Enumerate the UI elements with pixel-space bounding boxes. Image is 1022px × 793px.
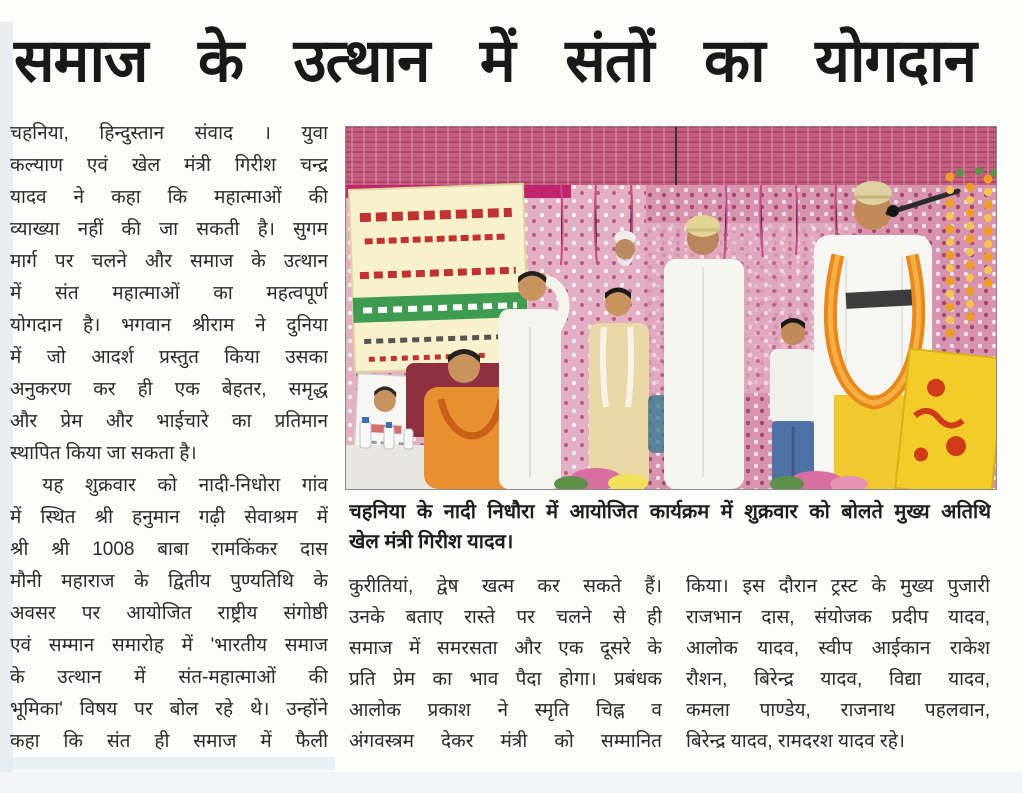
text-line: प्रति प्रेम का भाव पैदा होगा। प्रबंधक	[349, 669, 662, 690]
text-line: के उत्थान में संत-महात्माओं की	[10, 667, 328, 688]
text-line: खेल मंत्री गिरीश यादव।	[349, 531, 514, 553]
text-line: कल्याण एवं खेल मंत्री गिरीश चन्द्र	[10, 155, 328, 176]
text-line: योगदान है। भगवान श्रीराम ने दुनिया	[10, 315, 328, 336]
text-line: किया। इस दौरान ट्रस्ट के मुख्य पुजारी	[686, 576, 990, 597]
article-column-1	[10, 118, 328, 758]
text-line: समाज में समरसता और एक दूसरे के	[349, 638, 662, 659]
text-line: में संत महात्माओं का महत्वपूर्ण	[10, 283, 328, 304]
text-line: चहनिया के नादी निधौरा में आयोजित कार्यक्रम में शुक्रवार को बोलते मुख्य अतिथि	[349, 501, 991, 523]
text-line: भूमिका' विषय पर बोल रहे थे। उन्होंने	[10, 699, 328, 720]
text-line: में स्थित श्री हनुमान गढ़ी सेवाश्रम में	[10, 507, 328, 528]
text-line: कुरीतियां, द्वेष खत्म कर सकते हैं।	[349, 576, 662, 597]
photo-caption	[349, 497, 991, 557]
text-line: आलोक प्रकाश ने स्मृति चिह्न व	[349, 700, 662, 721]
scan-smudge	[0, 757, 335, 770]
text-line: कमला पाण्डेय, राजनाथ पहलवान,	[686, 700, 990, 721]
text-line: श्री श्री 1008 बाबा रामकिंकर दास	[10, 539, 328, 560]
text-line: और प्रेम और भाईचारे का प्रतिमान	[10, 411, 328, 432]
text-line: में जो आदर्श प्रस्तुत किया उसका	[10, 347, 328, 368]
text-line: अनुकरण कर ही एक बेहतर, समृद्ध	[10, 379, 328, 400]
text-line: एवं सम्मान समारोह में 'भारतीय समाज	[10, 635, 328, 656]
text-line: यादव ने कहा कि महात्माओं की	[10, 187, 328, 208]
text-line: चहनिया, हिन्दुस्तान संवाद । युवा	[10, 123, 328, 144]
text-line: मौनी महाराज के द्वितीय पुण्यतिथि के	[10, 571, 328, 592]
text-line: व्याख्या नहीं की जा सकती है। सुगम	[10, 219, 328, 240]
text-line: अवसर पर आयोजित राष्ट्रीय संगोष्ठी	[10, 603, 328, 624]
text-line: मार्ग पर चलने और समाज के उत्थान	[10, 251, 328, 272]
article-photo	[345, 126, 997, 490]
text-line: यह शुक्रवार को नादी-निधोरा गांव	[42, 475, 328, 496]
text-line: आलोक यादव, स्वीप आईकान राकेश	[686, 638, 990, 659]
podium-banner	[895, 349, 996, 489]
text-line: रौशन, बिरेन्द्र यादव, विद्या यादव,	[686, 669, 990, 690]
scan-edge-bottom	[0, 772, 1022, 793]
text-line: कहा कि संत ही समाज में फैली	[10, 731, 328, 752]
text-line: राजभान दास, संयोजक प्रदीप यादव,	[686, 607, 990, 628]
article-column-2	[349, 571, 662, 757]
article-headline: समाज के उत्थान में संतों का योगदान	[14, 27, 976, 94]
text-line: बिरेन्द्र यादव, रामदरश यादव रहे।	[686, 731, 905, 752]
text-line: अंगवस्त्रम देकर मंत्री को सम्मानित	[349, 731, 662, 752]
text-line: स्थापित किया जा सकता है।	[10, 443, 197, 464]
stage-scene-illustration	[346, 127, 996, 489]
text-line: उनके बताए रास्ते पर चलने से ही	[349, 607, 662, 628]
article-column-3	[686, 571, 990, 757]
